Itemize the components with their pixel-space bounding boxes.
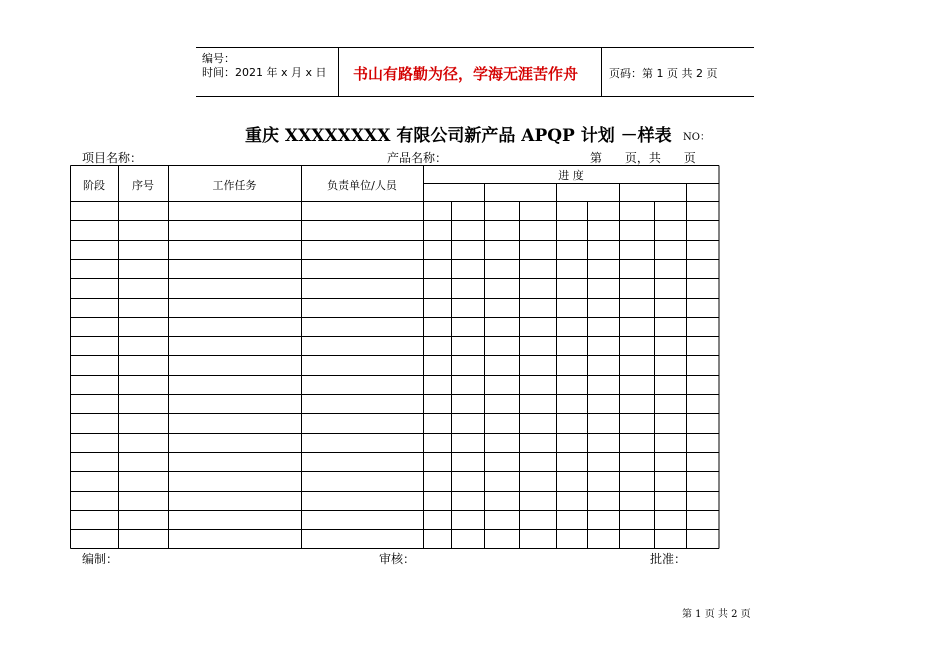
prepared-by-label: 编制：	[82, 552, 119, 566]
form-page-counter: 第 页，共 页	[590, 151, 696, 165]
header-bottom-border	[196, 96, 754, 97]
form-no-label: NO：	[683, 132, 710, 143]
col-header-seq: 序号	[132, 179, 154, 192]
apqp-plan-table	[70, 165, 720, 550]
project-name-label: 项目名称：	[82, 151, 143, 165]
form-title: 重庆 XXXXXXXX 有限公司新产品 APQP 计划 －样表	[245, 126, 672, 146]
approved-by-label: 批准：	[650, 552, 687, 566]
header-top-border	[196, 47, 754, 48]
motto-text: 书山有路勤为径，学海无涯苦作舟	[353, 65, 579, 83]
col-header-progress: 进 度	[558, 169, 584, 182]
col-header-stage: 阶段	[83, 179, 105, 192]
product-name-label: 产品名称：	[387, 151, 448, 165]
page-footer: 第 1 页 共 2 页	[682, 609, 751, 620]
code-label: 编号：	[202, 52, 235, 65]
header-divider-left	[338, 47, 339, 97]
page-info: 页码：第 1 页 共 2 页	[609, 67, 718, 80]
time-label: 时间：2021 年 x 月 x 日	[202, 66, 327, 79]
header-divider-right	[601, 47, 602, 97]
col-header-task: 工作任务	[212, 179, 257, 192]
reviewed-by-label: 审核：	[379, 552, 416, 566]
col-header-responsible: 负责单位/人员	[327, 179, 397, 192]
